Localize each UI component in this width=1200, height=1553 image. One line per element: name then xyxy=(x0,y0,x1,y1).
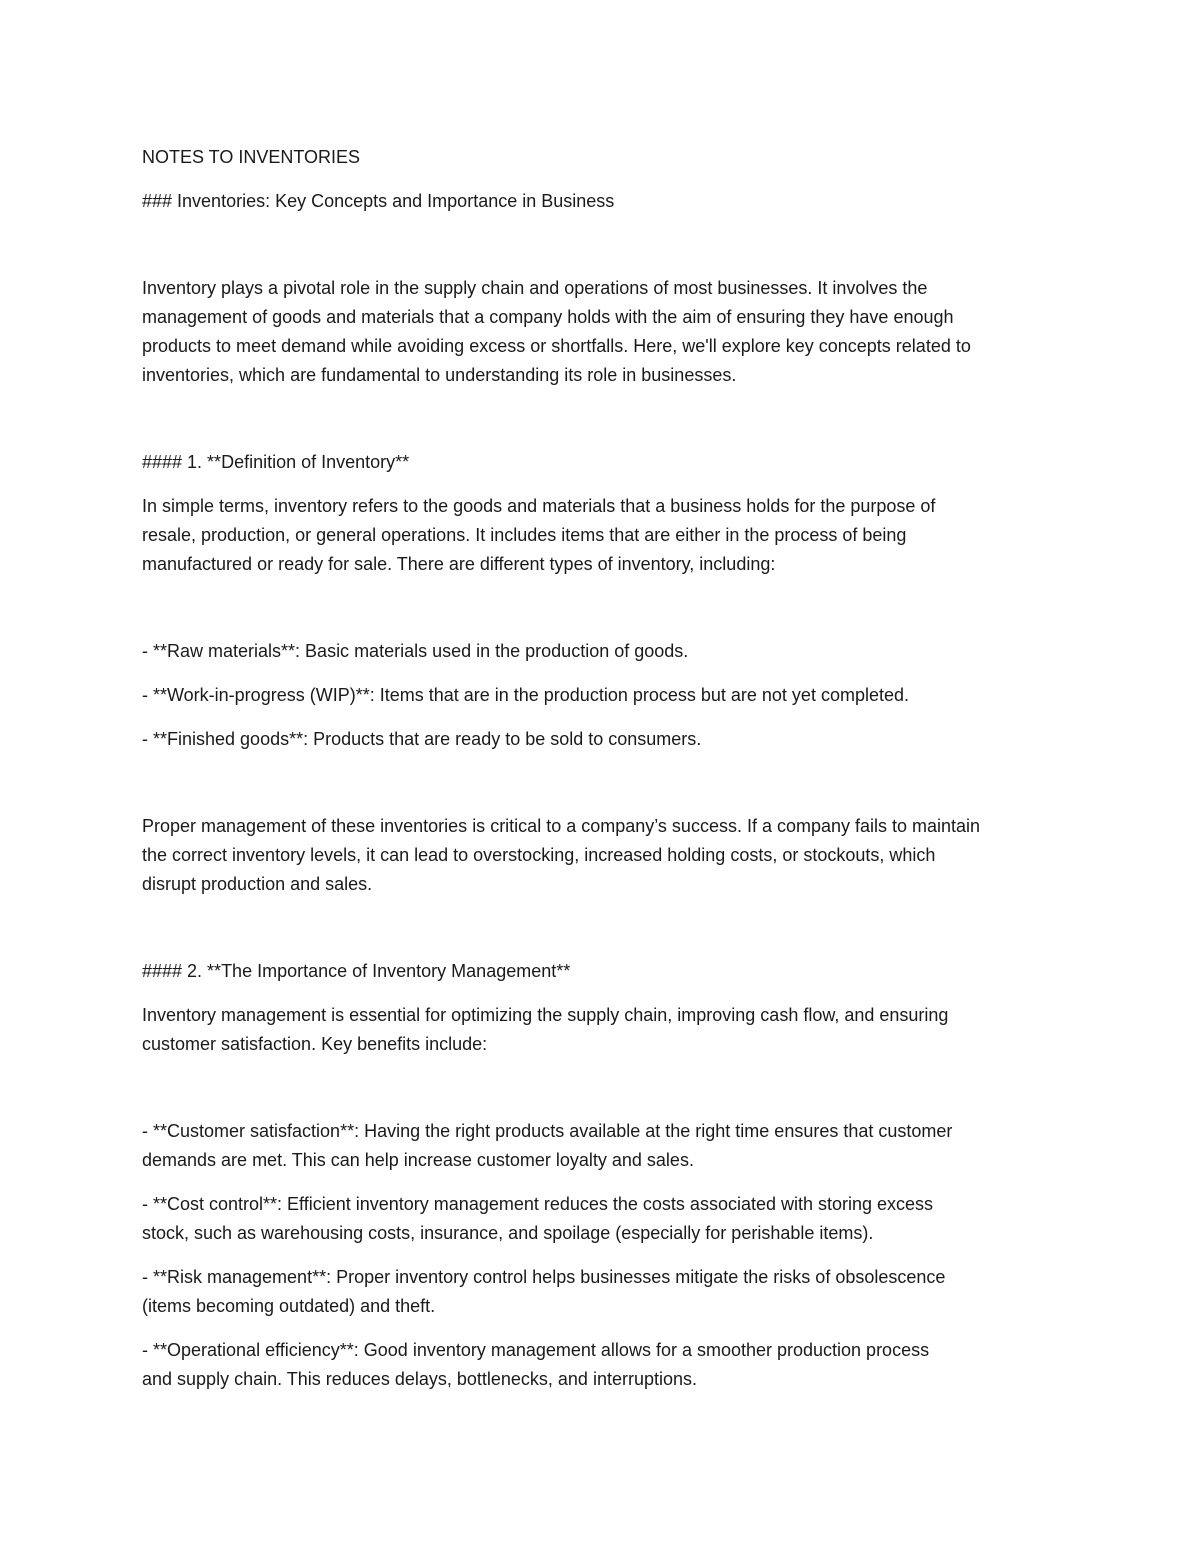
list-item xyxy=(142,1336,1072,1394)
text-line: resale, production, or general operations. It includes items that are either in the process of being xyxy=(142,525,907,545)
section-1-heading: #### 1. **Definition of Inventory** xyxy=(142,452,410,472)
intro-paragraph xyxy=(142,274,1072,390)
text-line: and supply chain. This reduces delays, bottlenecks, and interruptions. xyxy=(142,1369,697,1389)
list-item: - **Raw materials**: Basic materials used in the production of goods. xyxy=(142,641,689,661)
list-item: - **Finished goods**: Products that are ready to be sold to consumers. xyxy=(142,729,702,749)
list-item xyxy=(142,1117,1072,1175)
section-1-closing xyxy=(142,812,1072,899)
text-line: - **Cost control**: Efficient inventory management reduces the costs associated with storing excess xyxy=(142,1194,934,1214)
section-2-heading: #### 2. **The Importance of Inventory Management** xyxy=(142,961,571,981)
text-line: management of goods and materials that a company holds with the aim of ensuring they have enough xyxy=(142,307,954,327)
section-2-paragraph xyxy=(142,1001,1072,1059)
text-line: disrupt production and sales. xyxy=(142,874,373,894)
text-line: manufactured or ready for sale. There are different types of inventory, including: xyxy=(142,554,776,574)
text-line: Proper management of these inventories is critical to a company’s success. If a company fails to maintain xyxy=(142,816,981,836)
text-line: the correct inventory levels, it can lead to overstocking, increased holding costs, or stockouts, which xyxy=(142,845,936,865)
text-line: demands are met. This can help increase customer loyalty and sales. xyxy=(142,1150,694,1170)
document-body xyxy=(142,143,1072,1394)
text-line: Inventory plays a pivotal role in the supply chain and operations of most businesses. It involves the xyxy=(142,278,928,298)
main-heading: ### Inventories: Key Concepts and Importance in Business xyxy=(142,191,615,211)
text-line: (items becoming outdated) and theft. xyxy=(142,1296,436,1316)
section-1-paragraph xyxy=(142,492,1072,579)
text-line: - **Operational efficiency**: Good inventory management allows for a smoother production process xyxy=(142,1340,930,1360)
list-item: - **Work-in-progress (WIP)**: Items that are in the production process but are not yet completed. xyxy=(142,685,909,705)
text-line: customer satisfaction. Key benefits include: xyxy=(142,1034,488,1054)
text-line: inventories, which are fundamental to understanding its role in businesses. xyxy=(142,365,737,385)
text-line: Inventory management is essential for optimizing the supply chain, improving cash flow, and ensuring xyxy=(142,1005,949,1025)
list-item xyxy=(142,1190,1072,1248)
text-line: - **Risk management**: Proper inventory control helps businesses mitigate the risks of obsolescence xyxy=(142,1267,946,1287)
text-line: products to meet demand while avoiding excess or shortfalls. Here, we'll explore key concepts related to xyxy=(142,336,971,356)
document-title: NOTES TO INVENTORIES xyxy=(142,147,361,167)
text-line: In simple terms, inventory refers to the goods and materials that a business holds for the purpose of xyxy=(142,496,936,516)
text-line: - **Customer satisfaction**: Having the right products available at the right time ensures that customer xyxy=(142,1121,953,1141)
list-item xyxy=(142,1263,1072,1321)
text-line: stock, such as warehousing costs, insurance, and spoilage (especially for perishable items). xyxy=(142,1223,874,1243)
